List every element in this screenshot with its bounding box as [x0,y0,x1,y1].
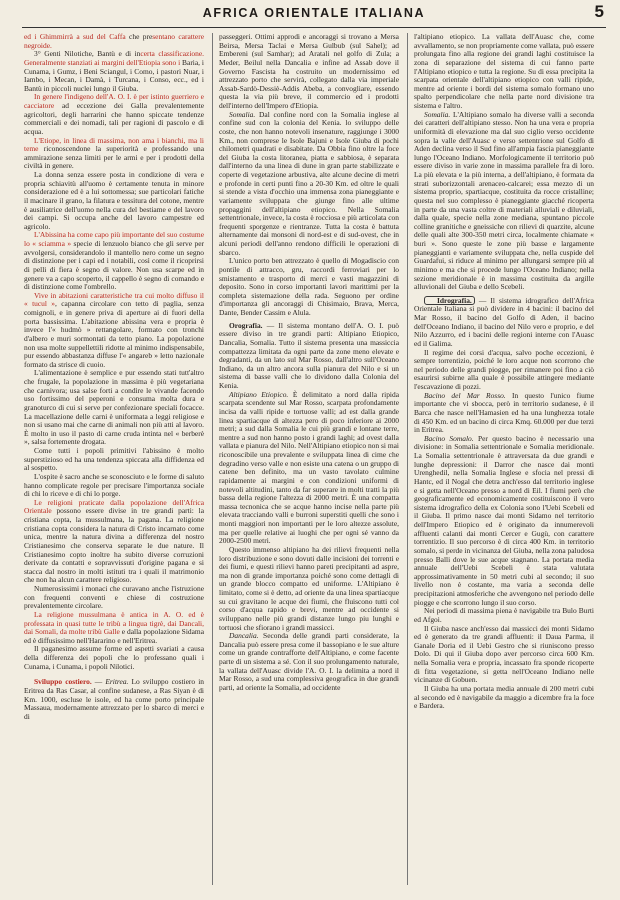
text-run: Lo sviluppo costiero in Eritrea da Ras Casar, al confine sudanese, a Ras Siyan è di Km. 1000, escluse le isole, ed ha come porto principale Massaua, modernamente attrezzato per lo sbarco di merci e di [24,677,204,721]
column-1 [24,33,204,891]
text-run: L'Abissina ha come capo più importante del suo costume lo « sciamma » [24,230,204,248]
text-run: e dalla popolazione Sidama ed è diffusissimo nell'Hararino e nell'Eritrea. [24,627,204,645]
paragraph [24,93,204,136]
column-2 [219,33,399,891]
text-run: 3° Genti Nilotiche, Bantù e di in [34,49,141,59]
text-run: L'Etiope, in linea di massima, non ama i bianchi, ma li teme [24,135,204,154]
page-number: 5 [594,2,604,21]
text-run: Per questo bacino è necessario una divisione: in Somalia settentrionale e Somalia meridionale. La Somalia settentrionale è attraversata da due grandi e lunghe depressioni: il Darror che nasce dai monti Urenghedil, nella Somalia Inglese e sfocia nel pressi di Hantc, ed il Nogal che detra anch'esso dal territorio inglese e si getta nell'Oceano presso a nord di Eil. I fiumi però che geograficamente ed economicamente costituiscono il vero sistema idrografico della ex Colonia sono l'Uebi Scebeli ed il Giuba. Il primo nasce dai monti Sidamo nel territorio dell'Impero Etiopico ed è originato da innumerevoli affluenti calanti dai monti Cercer e Gugù, con carattere torrentizio. Il suo percorso è di circa 400 Km. in territorio somalo, si perde in vicinanza del Giuba, nella zona paludosa presso Balli dove le sue acque stagnano. La portata media annuale dell'Uebi Scebeli è stata valutata approssimativamente in 50 metri cubi al secondo; il suo livello non è costante, ma varia a seconda delle precipitazioni atmosferiche che avvengono nel periodo delle piogge e che scorrono lungo il suo corso. [414,433,594,607]
text-run: L'Altipiano somalo ha diverse valli a seconda dei caratteri dell'altipiano stesso. Non ha una vera e propria uniformità di elevazione ma dal suo ciglio verso occidente sopra la valle dell'Auasc e verso settentrione sul Golfo di Aden declina verso il Sud fino all'ampia fascia pianeggiante lungo l'Oceano Indiano. Morfologicamente il territorio può essere diviso in varie zone in massima parallele fra di loro. La più elevata e la più interna, a dell'altipiano, è formata da strati suborizzontali arenaceo-calcarei; essa mezzo di un sistema proprio, spartiacque, costituita da rocce cristalline; questa nel suo complesso è pianeggiante giacché ricoperta in parte da una vasta coltre di materiali alluviali e diluviali, dalla quale, specie nella zone mediana, spuntano piccole colline granitiche e gneissiche con rilievi di quarzite, alcune delle quali alte 300-350 metri circa, localmente chiamate « buri ». Sono queste le zone più basse e largamente pianeggianti e variamente sviluppata che, nella cuspide del Guardafui, si riduce al minimo per allungarsi sempre più al minimo e ma che si procede lungo l'Oceano Indiano; nella sezione meridionale è in massima costituita da argille alluvionali del Giuba e dello Scebeli. [414,109,594,292]
text-run: Vive in abitazioni caratteristiche tra cui molto diffuso il « tucul » [24,290,204,309]
text-run: In genere l'indigeno dell'A. O. I. è per istinto guerriero e cacciatore [24,92,204,110]
paragraph [24,33,204,50]
text-run: ad eccezione dei Galla prevalentemente agricoltori, degli harrarini che hanno spiccate tendenze commerciali e dei nomadi, tali per ragioni di pascolo e di acqua. [24,101,204,136]
subsection-heading: Somalia. [424,109,451,119]
text-run: Le religioni praticate dalla popolazione dell'Africa Orientale [24,497,204,516]
paragraph [414,349,594,392]
subsection-heading: Somalia. [229,109,256,119]
paragraph [24,645,204,671]
paragraph [24,585,204,611]
paragraph [219,391,399,546]
paragraph [24,499,204,585]
text-run: che pre [125,33,153,41]
paragraph [24,50,204,93]
text-run: Il paganesimo assume forme ed aspetti svariati a causa della differenza dei popoli che lo professano quali i Cunama, i Cunama, i popoli Nilotici. [24,644,204,671]
text-run: Il regime dei corsi d'acqua, salvo poche eccezioni, è sempre torrentizio, poiché le loro acque non scorrono che nel periodo delle grandi piogge, per rimanere poi fino a ciò esaurirsi subirne alla quale è possibile attingere mediante l'escavazione di pozzi. [414,347,594,391]
paragraph [414,685,594,711]
header-title: AFRICA ORIENTALE ITALIANA [202,6,426,20]
text-run: possono essere divise in tre grandi parti: la cristiana copta, la mussulmana, la pagana. La religione cristiana copta considera la natura di Cristo incarnato come unica, mentre la natura divina a differenza del nostro Cristianesimo che conserva separate le due nature. Il Cristianesimo copto inoltre ha subito diverse corruzioni derivate da contatti e sopravvissuti d'origine pagana e si stacca dal nostro in molti istituti tra i quali il matrimonio che non ha alcun carattere religioso. [24,506,204,585]
text-run: passeggeri. Ottimi approdi e ancoraggi si trovano a Mersa Beirsa, Mersa Taclai e Mersa Gulbub (sul Sahel); ad Embereni (sul Samhar); ad Aratali nel golfo di Zula; a Meder, Beilul nella Dancalia e infine ad Assab dove il Governo Fascista ha costruito un modernissimo ed attrezzato porto che servirà, collegato dalla via imperiale Assab-Sardò-Dessiè-Addis Abeba, a convogliare, essendo questa la via più breve, il commercio ed i prodotti dell'interno dell'Impero d'Etiopia. [219,33,399,110]
paragraph [219,546,399,632]
text-run: L'ospite è sacro anche se sconosciuto e le forme di saluto hanno complicate regole per precisare l'importanza sociale di chi lo riceve e di chi lo porge. [24,471,204,499]
column-divider [212,33,213,885]
text-run: — [91,677,106,687]
subsection-heading: Altipiano Etiopico. [229,389,289,399]
paragraph [414,435,594,608]
paragraph [24,369,204,447]
text-run: riconoscendone la superiorità e professando una ammirazione senza limiti per le armi e per i prodotti della civiltà in genere. [24,144,204,171]
text-run: Nei periodi di massima piena è navigabile tra Bulo Burti ed Afgoi. [414,606,594,624]
section-heading: Sviluppo costiero. [34,677,92,687]
text-run: specie di lenzuolo bianco che gli serve per avvolgersi, considerandolo il mantello nero come un segno di distinzione per i capi ed i notabili, così come il ricoprirsi di pelli di fiera è segno di valore. Non usa scarpe ed in genere va a capo scoperto, il cappello è segno di comando e di distinzione come l'ombrello. [24,239,204,292]
paragraph [414,296,594,349]
text-run: Dal confine nord con la Somalia inglese al confine sud con la colonia del Kenia. lo sviluppo delle coste, che non hanno notevoli insenature, raggiunge i 3000 Km., non comprese le Isole Bajuni e Isole Giuba di pochi chilometri quadrati e disabitate. Da Obbia fino oltre la foce del Giuba la costa litoranea, piatta e sabbiosa, è separata dall'interno da una linea di dune in gran parte stabilizzate e coperte di vegetazione arbustiva, alte alcune decine di metri e profonde in certi punti fino a 20-30 Km. ed oltre le quali si stende a vista d'occhio una immensa zona pianeggiante e variamente sviluppata che giunge fino alle ultime propaggini dell'altipiano etiopico. Nella Somalia settentrionale, invece, la costa è rocciosa e più articolata con frequenti sporgenze e rientranze. Tutta la costa è battuta alternamente dai monsoni di nord-est e di sud-ovest, che in alcuni periodi dell'anno rendono difficili le operazioni di sbarco. [219,109,399,257]
text-run: In questo l'unico fiume importante che vi sbocca, però in territorio sudanese, è il Barca che nasce nell'Hamasien ed ha una lunghezza totale di 450 Km. ed un bacino di circa Kmq. 60.000 per due terzi in Eritrea. [414,390,594,435]
paragraph [24,171,204,231]
paragraph [24,611,204,646]
paragraph [24,678,204,721]
subsection-heading: Bacino Somalo. [424,433,474,443]
paragraph [414,625,594,685]
paragraph [24,473,204,499]
subsection-heading: Eritrea. [105,677,129,687]
text-run: L'unico porto ben attrezzato è quello di Mogadiscio con pontile di attracco, gru, raccordi ferroviari per lo smistamento e trasporto di merci e vasti magazzini di deposito. Sono in corso importanti lavori marittimi per la completa sistemazione della rada. Seguono per ordine d'importanza gli ancoraggi di Chisimaio, Brava, Merca, Dante, Bender Cassim e Alula. [219,256,399,317]
text-run: certa classificazione. Generalmente stan [24,49,204,67]
text-run: Il Giuba nasce anch'esso dai massicci dei monti Sidamo ed è generato da tre grandi affluenti: il Daua Parma, il Ganale Doria ed il Uebi Gestro che si riuniscono presso Dolo. Di qui il Giuba dopo aver percorso circa 600 Km. nella Somalia vera e propria, incassato fra sponde ricoperte di fitta vegetazione, si getta nell'Oceano Indiano nelle vicinanze di Gobuen. [414,623,594,685]
paragraph [24,447,204,473]
text-run: Numerosissimi i monaci che curavano anche l'istruzione con frequenti conventi e chiese di costruzione prevalentemente circolare. [24,584,204,611]
text-run: La religione mussulmana è antica in A. O. ed è professata in quasi tutte le tribù a lingua tigrè, dai Dancali, dai Somali, da molte tribù Galle [24,609,204,637]
paragraph [414,33,594,111]
paragraph [219,111,399,258]
paragraph [219,322,399,391]
text-run: Seconda delle grandi parti considerate, la Dancalia può essere presa come il bassopiano e le sue alture come un grande contrafforte dell'Altipiano, e come facente parte di un sistema a sé. Con il suo prolungamento naturale, la vallata dell'Auasc divide l'A. O. I. la delimita a nord il Mar Rosso, a sud una complessiva geografica in due grandi parti, ad oriente la Somalia, ad occidente [219,631,399,692]
text-run: ed i Ghimmirrà a sud del Caffa [24,33,126,41]
paragraph [24,137,204,172]
column-divider [407,33,408,885]
text-run: È delimitato a nord dalla ripida scarpata scendente sul Mar Rosso, scarpata profondamente incisa da valli ripide e tortuose valli; ad est dalla grande linea spartiacque di altezza pero di poco inferiore ai 2000 metri; a sud dalla Somalia le cui più grandi e lontane terre, mentre a sud non hanno posto i grandi laghi; ad ovest dalla vallata e pianura del Nilo. Nell'Altipiano etiopico non si mai riconoscibile una prevalente e sviluppata linea di cime che degradino verso valle e non esiste una catena o un gruppo di catene ben definito, ma un vasto tavolato culmine rapidamente ai margini e con condizioni uniformi di notevoli altitudini, tanto da far superare in molti tratti la più bassa della regione l'altezza di 2000 metri. È una compatta massa tecnonica che se acque hanno incise nella parte più elevata tracciando valli e burroni superstiti quelli che sono i monti maggiori non importanti per le loro altezze assolute, ma per quelle relative ai luoghi che per ogni sé vanno da 2000-2500 metri. [219,389,399,546]
text-run: Come tutti i popoli primitivi l'abissino è molto superstizioso ed ha una tendenza spiccata alla diffidenza ed al sospetto. [24,446,204,473]
section-heading: Orografia. [229,320,263,330]
text-run: , capanna circolare con tetto di paglia, senza comignoli, e in genere priva di aperture ai di fuori della porta bassissima. L'abitazione abissina vera e propria è invece l'« hudmò » rettangolare, formato con tronchi d'albero e muri sormontati da tetto piano. La popolazione non usa molte suppellettili ridotte al minimo indispensabile, pur essendo abbastanza diffuse l'« angareb » letto nazionale formato da strisce di cuoio. [24,299,204,369]
paragraph [24,231,204,291]
text-run: L'alimentazione è semplice e pur essendo stati tutt'altro che frugale, la popolazione in massima è più vegetariana che carnivora; usa salse forti a condire le vivande facendo uso fortissimo del peperoni e consuma molta dura e granoturco di cui si serve per confezionare speciali focacce. La macellazione delle carni è uniformata a leggi religiose e non si usano mai che carne di animali non più atti al lavoro. È molto in uso il pasto di carne cruda intinta nel « berberè », salsa fortemente drogata. [24,368,204,447]
section-heading: Idrografia. [424,296,475,306]
text-run: l'altipiano etiopico. La vallata dell'Auasc che, come avvallamento, se non propriamente come vallata, può essere prolungata fino alla regione dei grandi laghi costituisce la zona di separazione del sistema di cui fanno parte l'Altipiano etiopico e tutta la regione. Su di essa precipita la scarpata orientale dell'altipiano etiopico con valli ripide, mentre ad oriente i bordi del sistema somalo formano uno spalto perpendicolare che nella parte nord divisione tra sistema e l'altro. [414,33,594,110]
text-run: — Il sistema idrografico dell'Africa Orientale Italiana si può dividere in 4 bacini: il bacino del Mar Rosso, il bacino del Golfo di Aden, il bacino dell'Oceano Indiano, il bacino del Nilo vero e proprio, e del Nilo Azzurro, ed i bacini delle regioni interne con l'Auasc ed il Galima. [414,295,594,348]
text-run: sentano carattere negroide. [24,33,204,50]
text-run: — Il sistema montano dell'A. O. I. può essere diviso in tre grandi parti: Altipiano Etiopico, Dancalia, Somalia. Tutto il sistema presenta una massiccia compattezza limitata da ogni parte da zone meno elevate e degradanti, da un lato sul Mar Rosso, dall'altro sull'Oceano Indiano, da un altro ancora sulla pianura del Nilo e si un sistema di basse valli che lo dividono dalla Colonia del Kenia. [219,320,399,390]
paragraph [219,33,399,111]
text-run: La donna senza essere posta in condizione di vera e propria schiavitù all'uomo è certamente tenuta in minore considerazione ed è a lui sottomessa; sue particolari fatiche il macinare il grano, la filatura e tessitura del cotone, mentre è ausiliatrice dell'uomo nella cura del bestiame e del lavoro dei campi. Si occupa anche del lavoro campestre ed agricolo. [24,170,204,231]
text-run: Baria, i Cunama, i Gumz, i Beni Sciangul, i Como, i pastori Nuar, i Iambo, i Mecan, i Damà, i Turcana, i Conso, ecc., ed i Bantù in piccoli nuclei lungo il Giuba. [24,57,204,93]
header-rule [22,27,606,28]
paragraph [219,257,399,317]
text-run: ziati ai margini dell'Etiopia sono i [79,57,181,67]
paragraph [414,111,594,292]
text-run: Il Giuba ha una portata media annuale di 200 metri cubi al secondo ed è navigabile da maggio a dicembre fra la foce e Bardera. [414,683,594,711]
subsection-heading: Dancalia. [229,631,259,641]
paragraph [414,392,594,435]
running-header [22,3,606,27]
column-3 [414,33,594,891]
subsection-heading: Bacino del Mar Rosso. [424,390,506,400]
paragraph [219,632,399,692]
paragraph [414,607,594,624]
paragraph [24,292,204,370]
text-run: Questo immenso altipiano ha dei rilievi frequenti nella loro distribuzione e sono dovuti dalle incisioni dei torrenti e dei fiumi, e questi rilievi hanno pareti precipitanti ad aspre, ma non di grande importanza poiché sono come dettagli di un grande blocco compatto ed uniforme. L'Altipiano è limitato, come si è detto, ad oriente da una linea spartiacque su cui gravitano le acque dei fiumi, che fluiscono tutti col corso d'acqua rapido e brevi, mentre ad occidente si sviluppano nelle più grandi distanze lungo piu lunghi e tortuosi che sfiorano i grandi massicci. [219,544,399,632]
